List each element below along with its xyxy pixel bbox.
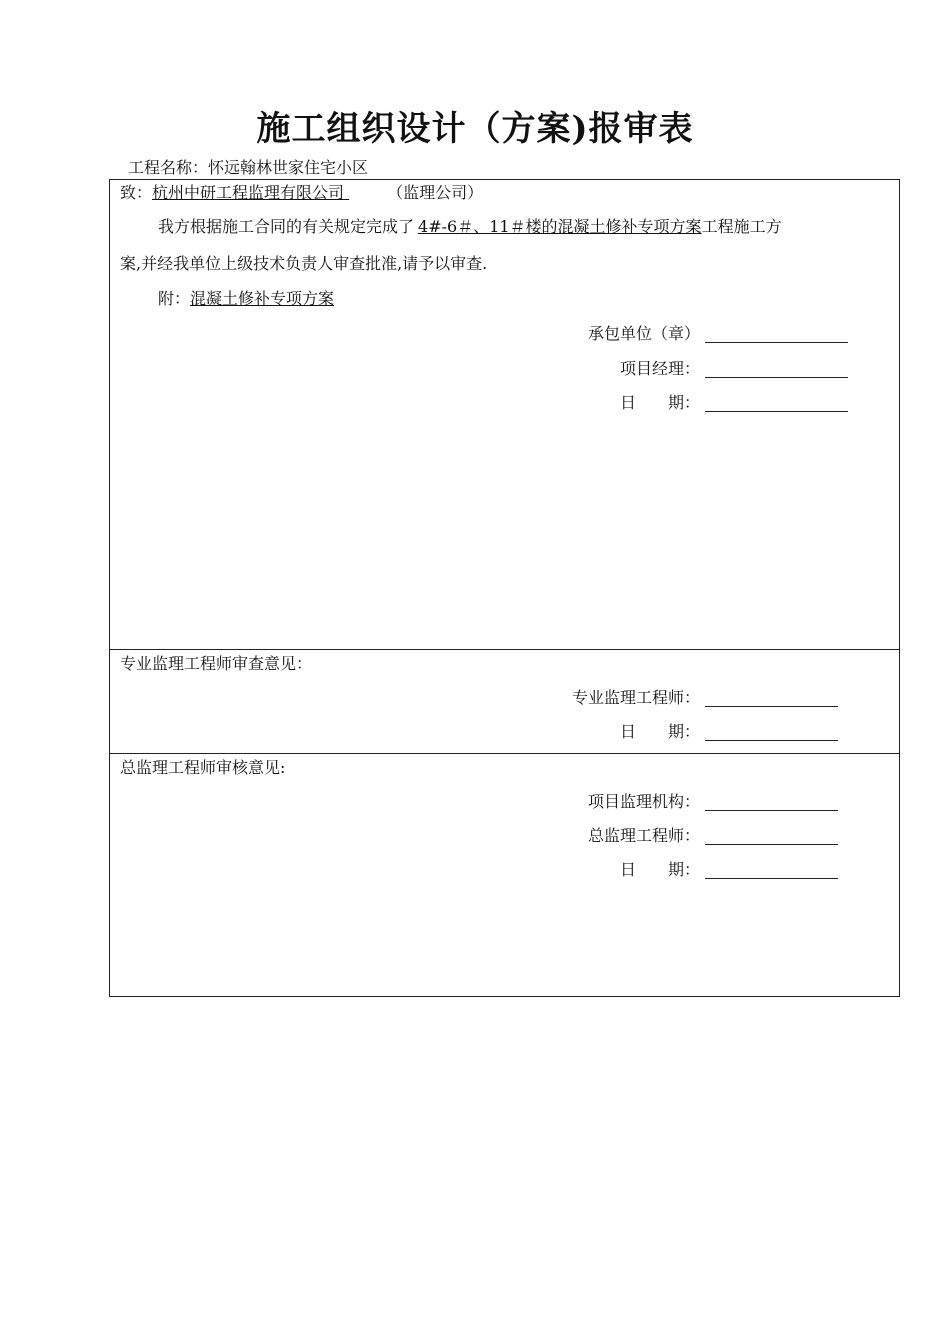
engineer-date-blank[interactable]	[705, 723, 838, 741]
chief-signature-label: 总监理工程师：	[587, 826, 700, 845]
addressee-company: 杭州中研工程监理有限公司	[152, 183, 350, 202]
attachment-line	[158, 287, 334, 311]
approval-form-table	[109, 179, 900, 997]
contractor-date-blank[interactable]	[705, 394, 848, 412]
chief-date-blank[interactable]	[705, 861, 838, 879]
submission-body-line1	[158, 215, 782, 239]
engineer-signature-label: 专业监理工程师：	[571, 688, 700, 707]
chief-signature-blank[interactable]	[705, 827, 838, 845]
chief-date-label: 日 期：	[619, 860, 700, 879]
supervision-org-blank[interactable]	[705, 793, 838, 811]
addressee-prefix: 致：	[120, 183, 153, 202]
contractor-seal-blank[interactable]	[705, 325, 848, 343]
project-name-label: 工程名称：	[128, 158, 209, 177]
project-manager-label: 项目经理：	[619, 359, 700, 378]
supervision-org-label: 项目监理机构：	[587, 792, 700, 811]
attachment-label: 附：	[158, 289, 191, 308]
chief-review-heading: 总监理工程师审核意见:	[120, 758, 286, 777]
project-name-line	[128, 156, 368, 180]
engineer-signature-blank[interactable]	[705, 689, 838, 707]
body-start: 我方根据施工合同的有关规定完成了	[158, 217, 415, 236]
contractor-date-label: 日 期：	[619, 393, 700, 412]
contractor-submission-section	[110, 180, 899, 650]
attachment-value: 混凝土修补专项方案	[190, 289, 335, 308]
page-title: 施工组织设计（方案)报审表	[256, 109, 694, 149]
body-mid: 工程施工方	[701, 217, 782, 236]
body-scheme-name: 4#-6＃、11＃楼的混凝土修补专项方案	[418, 217, 702, 236]
engineer-date-label: 日 期：	[619, 722, 700, 741]
engineer-review-section	[110, 650, 899, 754]
contractor-seal-label: 承包单位（章）	[587, 324, 700, 343]
addressee-suffix: （监理公司）	[387, 183, 484, 202]
addressee-line	[120, 181, 483, 205]
project-manager-blank[interactable]	[705, 360, 848, 378]
project-name-value: 怀远翰林世家住宅小区	[208, 158, 369, 177]
chief-review-section	[110, 754, 899, 998]
engineer-review-heading: 专业监理工程师审查意见：	[120, 654, 313, 673]
submission-body-line2: 案,并经我单位上级技术负责人审查批准,请予以审查.	[120, 254, 488, 273]
